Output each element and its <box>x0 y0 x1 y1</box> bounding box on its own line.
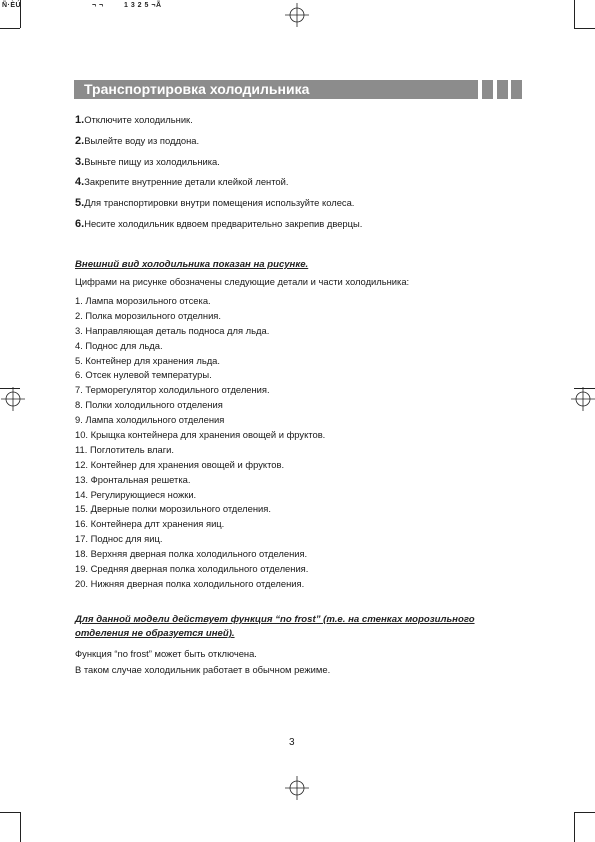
list-item: 1. Лампа морозильного отсека. <box>75 295 211 306</box>
list-item: 12. Контейнер для хранения овощей и фруктов. <box>75 458 285 470</box>
crop-mark <box>574 28 595 29</box>
crop-mark <box>20 812 21 842</box>
registration-mark-icon <box>571 387 595 411</box>
crop-mark <box>0 28 20 29</box>
list-item: 3. Направляющая деталь подноса для льда. <box>75 324 270 336</box>
appearance-intro: Цифрами на рисунке обозначены следующие детали и части холодильника: <box>75 276 410 287</box>
list-item: 8. Полки холодильного отделения <box>75 399 223 411</box>
list-item: 7. Терморегулятор холодильного отделения. <box>75 384 270 396</box>
crop-mark <box>0 812 20 813</box>
list-item <box>75 175 515 196</box>
print-meta-middle: ¬ ¬ <box>92 2 104 9</box>
list-item: 6. Отсек нулевой температуры. <box>75 369 212 381</box>
list-item <box>75 217 515 238</box>
list-item: 5. Контейнер для хранения льда. <box>75 354 220 366</box>
crop-mark <box>574 812 595 813</box>
step-number: 4. <box>75 176 85 189</box>
list-item: 19. Средняя дверная полка холодильного отделения. <box>75 563 309 575</box>
print-meta-right: 1 3 2 5 ¬Ã <box>124 2 162 9</box>
list-item <box>75 196 515 217</box>
nofrost-heading-line1: Для данной модели действует функция “no frost” (т.е. на стенках морозильного <box>75 614 475 625</box>
crop-mark <box>574 812 575 842</box>
nofrost-text-line1: Функция “no frost” может быть отключена. <box>75 648 257 659</box>
step-number: 6. <box>75 217 85 230</box>
step-text: Для транспортировки внутри помещения используйте колеса. <box>84 197 355 209</box>
title-block-decoration <box>497 80 508 99</box>
step-text: Вылейте воду из поддона. <box>84 134 200 146</box>
list-item <box>75 134 515 155</box>
list-item <box>75 155 515 176</box>
list-item: 13. Фронтальная решетка. <box>75 473 191 485</box>
step-number: 1. <box>75 114 85 126</box>
step-text: Закрепите внутренние детали клейкой лентой. <box>84 176 289 188</box>
registration-mark-icon <box>1 387 25 411</box>
list-item: 20. Нижняя дверная полка холодильного отделения. <box>75 577 305 589</box>
list-item <box>75 113 515 134</box>
transport-steps-list <box>75 113 515 238</box>
title-block-decoration <box>482 80 493 99</box>
registration-mark-icon <box>285 3 309 27</box>
list-item: 15. Дверные полки морозильного отделения. <box>75 503 271 515</box>
list-item: 14. Регулирующиеся ножки. <box>75 488 197 500</box>
step-number: 3. <box>75 155 85 168</box>
step-number: 5. <box>75 197 85 210</box>
list-item: 11. Поглотитель влаги. <box>75 443 174 455</box>
nofrost-heading-line2: отделения не образуется иней). <box>75 628 235 639</box>
nofrost-text-line2: В таком случае холодильник работает в обычном режиме. <box>75 664 331 675</box>
section-title-bar <box>74 80 478 99</box>
title-block-decoration <box>511 80 522 99</box>
print-meta-left: Ñ·ÈÚ <box>2 2 22 9</box>
list-item: 18. Верхняя дверная полка холодильного отделения. <box>75 548 308 560</box>
list-item: 16. Контейнера длт хранения яиц. <box>75 518 225 530</box>
appearance-heading: Внешний вид холодильника показан на рисунке. <box>75 259 309 270</box>
parts-list <box>75 295 325 593</box>
list-item: 4. Поднос для льда. <box>75 339 163 351</box>
list-item: 2. Полка морозильного отделния. <box>75 309 221 321</box>
page-number: 3 <box>289 737 295 748</box>
step-text: Отключите холодильник. <box>84 114 193 125</box>
page-title: Транспортировка холодильника <box>84 81 310 97</box>
list-item: 17. Поднос для яиц. <box>75 533 163 545</box>
registration-mark-icon <box>285 776 309 800</box>
list-item: 10. Крыщка контейнера для хранения овощей и фруктов. <box>75 429 326 441</box>
list-item: 9. Лампа холодильного отделения <box>75 414 225 426</box>
step-text: Несите холодильник вдвоем предварительно закрепив дверцы. <box>84 217 363 229</box>
step-number: 2. <box>75 134 85 147</box>
crop-mark <box>574 0 575 28</box>
crop-mark <box>20 0 21 28</box>
step-text: Выньте пищу из холодильника. <box>84 155 220 167</box>
